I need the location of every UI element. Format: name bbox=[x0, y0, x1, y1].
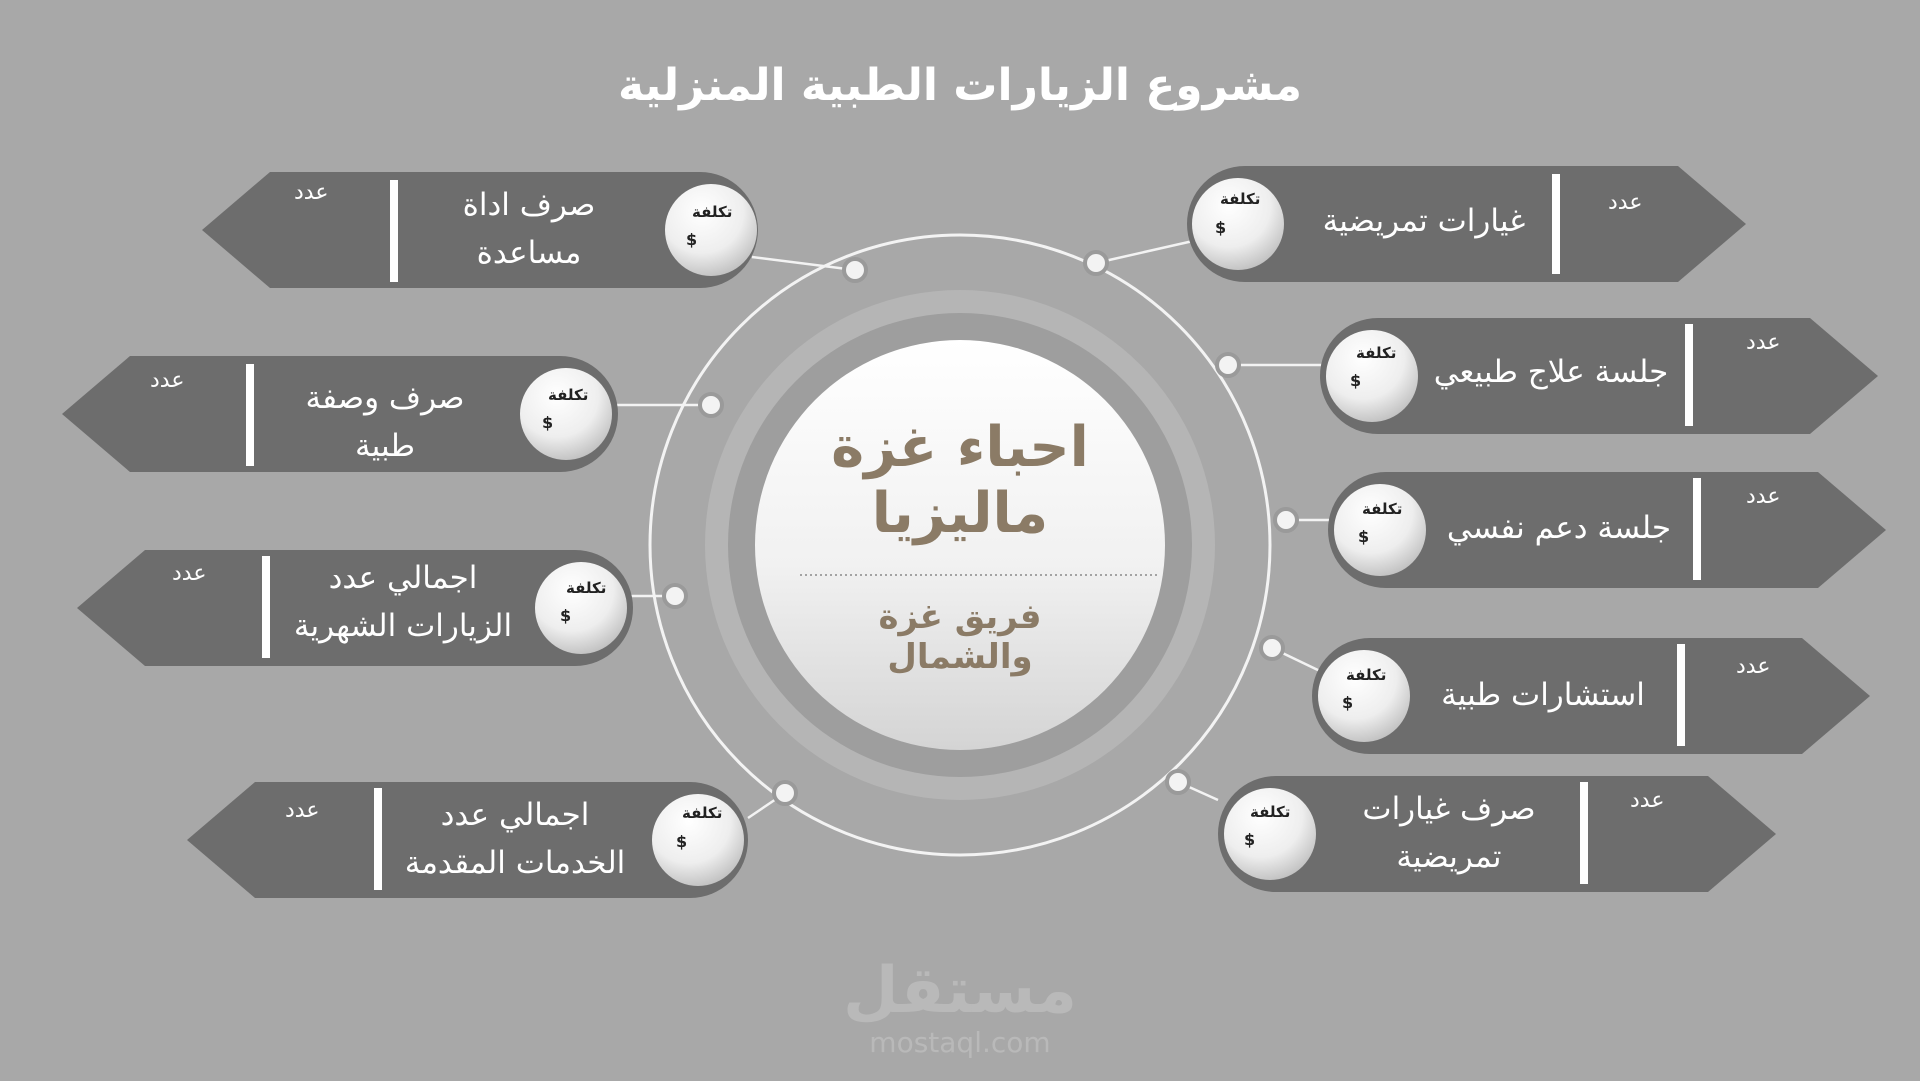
cost-label: تكلفة bbox=[682, 804, 723, 822]
center-subtitle-line1: فريق غزة bbox=[878, 597, 1042, 637]
service-label: اجمالي عدد الخدمات المقدمة bbox=[404, 797, 626, 881]
count-label: عدد bbox=[285, 798, 320, 823]
cost-label: تكلفة bbox=[1250, 803, 1291, 821]
count-label: عدد bbox=[1746, 484, 1781, 509]
count-label: عدد bbox=[294, 180, 329, 205]
currency-label: $ bbox=[676, 832, 688, 851]
watermark-url: mostaql.com bbox=[869, 1026, 1051, 1059]
count-label: عدد bbox=[1746, 330, 1781, 355]
watermark-arabic: مستقل bbox=[842, 954, 1078, 1028]
service-label: اجمالي عدد الزيارات الشهرية bbox=[293, 560, 513, 644]
currency-label: $ bbox=[1350, 371, 1362, 390]
ribbons-left bbox=[62, 172, 758, 898]
cost-label: تكلفة bbox=[566, 579, 607, 597]
service-label: صرف اداة مساعدة bbox=[462, 187, 596, 271]
currency-label: $ bbox=[686, 230, 698, 249]
count-label: عدد bbox=[1630, 788, 1665, 813]
currency-label: $ bbox=[1358, 527, 1370, 546]
currency-label: $ bbox=[1342, 693, 1354, 712]
service-label: صرف غيارات تمريضية bbox=[1362, 791, 1536, 875]
service-label: جلسة دعم نفسي bbox=[1446, 510, 1672, 546]
currency-label: $ bbox=[1244, 830, 1256, 849]
currency-label: $ bbox=[560, 606, 572, 625]
center-title-line2: ماليزيا bbox=[871, 481, 1049, 546]
count-label: عدد bbox=[150, 368, 185, 393]
count-label: عدد bbox=[172, 561, 207, 586]
cost-label: تكلفة bbox=[1362, 500, 1403, 518]
count-label: عدد bbox=[1608, 190, 1643, 215]
center-subtitle-line2: والشمال bbox=[887, 637, 1033, 677]
center-title bbox=[790, 415, 1130, 547]
cost-label: تكلفة bbox=[1220, 190, 1261, 208]
cost-label: تكلفة bbox=[1356, 344, 1397, 362]
center-subtitle bbox=[840, 597, 1080, 677]
service-label: استشارات طبية bbox=[1441, 677, 1645, 713]
cost-label: تكلفة bbox=[548, 386, 589, 404]
center-title-line1: احباء غزة bbox=[831, 415, 1089, 480]
count-label: عدد bbox=[1736, 654, 1771, 679]
service-label: جلسة علاج طبيعي bbox=[1433, 354, 1669, 390]
currency-label: $ bbox=[1215, 218, 1227, 237]
currency-label: $ bbox=[542, 413, 554, 432]
watermark bbox=[840, 955, 1080, 1059]
page-title: مشروع الزيارات الطبية المنزلية bbox=[617, 60, 1303, 111]
cost-label: تكلفة bbox=[1346, 666, 1387, 684]
service-label: صرف وصفة طبية bbox=[305, 380, 465, 464]
cost-label: تكلفة bbox=[692, 203, 733, 221]
service-label: غيارات تمريضية bbox=[1322, 203, 1526, 239]
